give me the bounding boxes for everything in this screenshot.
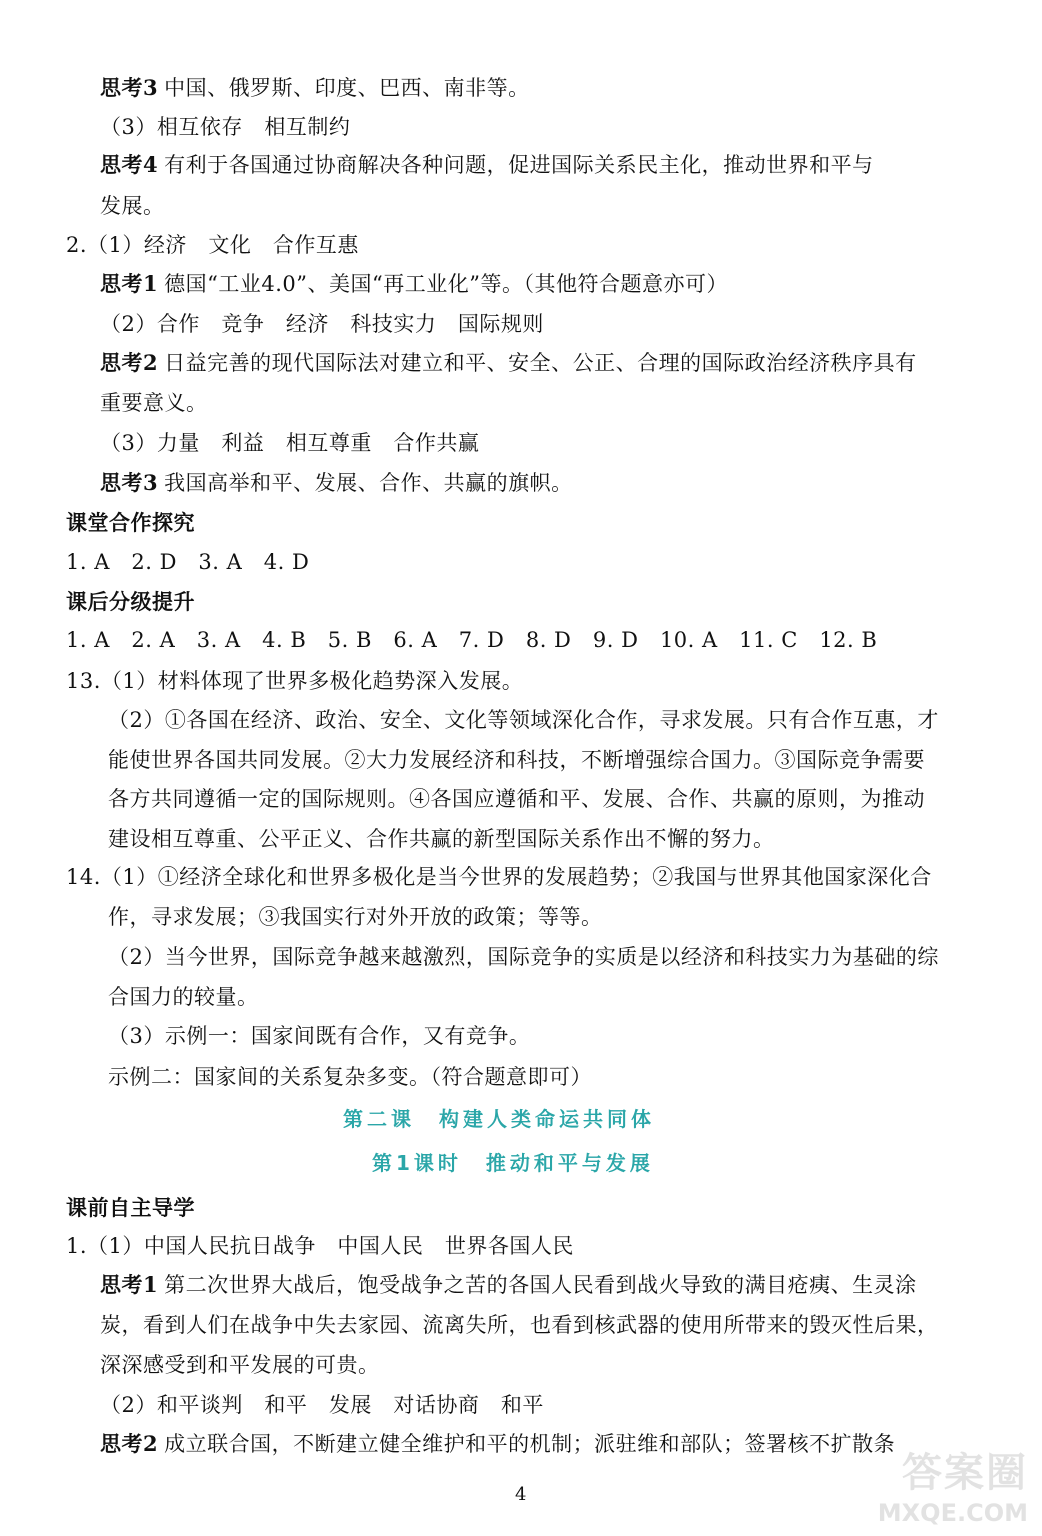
answer-line: 重要意义。: [100, 391, 208, 415]
answer-line: 发展。: [100, 194, 165, 218]
answer-text: 成立联合国，不断建立健全维护和平的机制；派驻维和部队；签署核不扩散条: [164, 1432, 896, 1456]
think-3b-line: [100, 470, 573, 496]
answer-text: 中国、俄罗斯、印度、巴西、南非等。: [164, 76, 530, 100]
answer-line: （2）当今世界，国际竞争越来越激烈，国际竞争的实质是以经济和科技实力为基础的综: [108, 945, 939, 969]
think-label: 思考1: [100, 271, 159, 296]
think-4-line: [100, 152, 874, 178]
think-label: 思考3: [100, 75, 159, 100]
watermark-logo: [828, 1448, 1028, 1530]
think-1b-line: [100, 1272, 917, 1298]
page-number: 4: [515, 1484, 527, 1505]
answer-line: 13.（1）材料体现了世界多极化趋势深入发展。: [66, 669, 524, 693]
answer-line: 合国力的较量。: [108, 985, 259, 1009]
think-label: 思考3: [100, 470, 159, 495]
answer-line: 炭，看到人们在战争中失去家园、流离失所，也看到核武器的使用所带来的毁灭性后果，: [100, 1313, 939, 1337]
section-heading-after-class: 课后分级提升: [66, 590, 195, 614]
think-label: 思考2: [100, 1431, 159, 1456]
think-label: 思考4: [100, 152, 159, 177]
answer-line: 1. A 2. D 3. A 4. D: [66, 550, 310, 574]
answer-line: （3）力量 利益 相互尊重 合作共赢: [100, 431, 480, 455]
answer-line: （2）和平谈判 和平 发展 对话协商 和平: [100, 1393, 544, 1417]
think-label: 思考2: [100, 350, 159, 375]
watermark-domain: MXQE.COM: [877, 1499, 1028, 1527]
think-3-line: [100, 75, 530, 101]
answer-line: （3）示例一：国家间既有合作，又有竞争。: [108, 1024, 531, 1048]
answer-line: （2）合作 竞争 经济 科技实力 国际规则: [100, 312, 544, 336]
answer-line: 1.（1）中国人民抗日战争 中国人民 世界各国人民: [66, 1234, 574, 1258]
answer-line: 1. A 2. A 3. A 4. B 5. B 6. A 7. D 8. D 9. D 10. A 11. C 12. B: [66, 628, 878, 652]
answer-text: 我国高举和平、发展、合作、共赢的旗帜。: [164, 471, 573, 495]
period-title: 第1课时 推动和平与发展: [372, 1151, 654, 1175]
think-2b-line: [100, 1431, 895, 1457]
think-2-line: [100, 350, 917, 376]
answer-line: 2.（1）经济 文化 合作互惠: [66, 233, 359, 257]
think-label: 思考1: [100, 1272, 159, 1297]
answer-line: 作，寻求发展；③我国实行对外开放的政策；等等。: [108, 905, 603, 929]
answer-text: 德国“工业4.0”、美国“再工业化”等。（其他符合题意亦可）: [164, 272, 728, 296]
answer-line: 深深感受到和平发展的可贵。: [100, 1353, 380, 1377]
answer-line: 建设相互尊重、公平正义、合作共赢的新型国际关系作出不懈的努力。: [108, 827, 775, 851]
section-heading-preview: 课前自主导学: [66, 1196, 195, 1220]
section-heading-classroom: 课堂合作探究: [66, 511, 195, 535]
answer-text: 第二次世界大战后，饱受战争之苦的各国人民看到战火导致的满目疮痍、生灵涂: [164, 1273, 917, 1297]
answer-line: （2）①各国在经济、政治、安全、文化等领域深化合作，寻求发展。只有合作互惠，才: [108, 708, 939, 732]
answer-line: 14.（1）①经济全球化和世界多极化是当今世界的发展趋势；②我国与世界其他国家深化合: [66, 865, 932, 889]
answer-text: 有利于各国通过协商解决各种问题，促进国际关系民主化，推动世界和平与: [164, 153, 874, 177]
answer-line: 能使世界各国共同发展。②大力发展经济和科技，不断增强综合国力。③国际竞争需要: [108, 748, 925, 772]
lesson-title: 第二课 构建人类命运共同体: [343, 1107, 655, 1131]
watermark-text: 答案圈: [902, 1450, 1028, 1496]
answer-line: （3）相互依存 相互制约: [100, 115, 351, 139]
answer-line: 各方共同遵循一定的国际规则。④各国应遵循和平、发展、合作、共赢的原则，为推动: [108, 787, 925, 811]
answer-text: 日益完善的现代国际法对建立和平、安全、公正、合理的国际政治经济秩序具有: [164, 351, 917, 375]
answer-line: 示例二：国家间的关系复杂多变。（符合题意即可）: [108, 1065, 592, 1089]
think-1-line: [100, 271, 728, 297]
